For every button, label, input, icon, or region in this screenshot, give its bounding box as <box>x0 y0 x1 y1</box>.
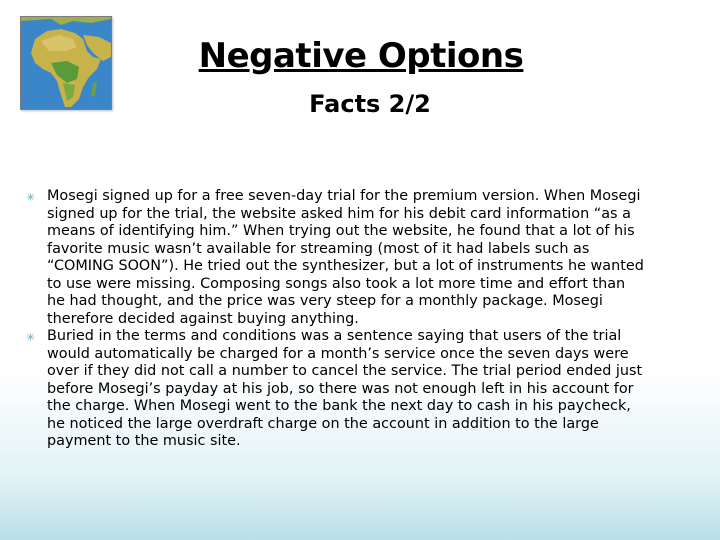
africa-map-icon <box>20 16 112 110</box>
slide-subtitle: Facts 2/2 <box>309 90 431 118</box>
list-item <box>26 328 646 451</box>
bullet-list <box>26 188 646 451</box>
bullet-text: Mosegi signed up for a free seven-day trial for the premium version. When Mosegi signed up for the trial, the website asked him for his debit card information “as a means of identifying him.” When trying out the website, he found that a lot of his favorite music wasn’t available for streaming (most of it had labels such as “COMING SOON”). He tried out the synthesizer, but a lot of instruments he wanted to use were missing. Composing songs also took a lot more time and effort than he had thought, and the price was very steep for a monthly package. Mosegi therefore decided against buying anything. <box>47 188 644 327</box>
asterisk-bullet-icon: ✳ <box>26 191 36 204</box>
slide-title: Negative Options <box>198 36 524 76</box>
bullet-text: Buried in the terms and conditions was a sentence saying that users of the trial would automatically be charged for a month’s service once the seven days were over if they did not call a number to cancel the service. The trial period ended just before Mosegi’s payday at his job, so there was not enough left in his account for the charge. When Mosegi went to the bank the next day to cash in his paycheck, he noticed the large overdraft charge on the account in addition to the large payment to the music site. <box>47 328 643 449</box>
list-item <box>26 188 646 328</box>
asterisk-bullet-icon: ✳ <box>26 331 36 344</box>
